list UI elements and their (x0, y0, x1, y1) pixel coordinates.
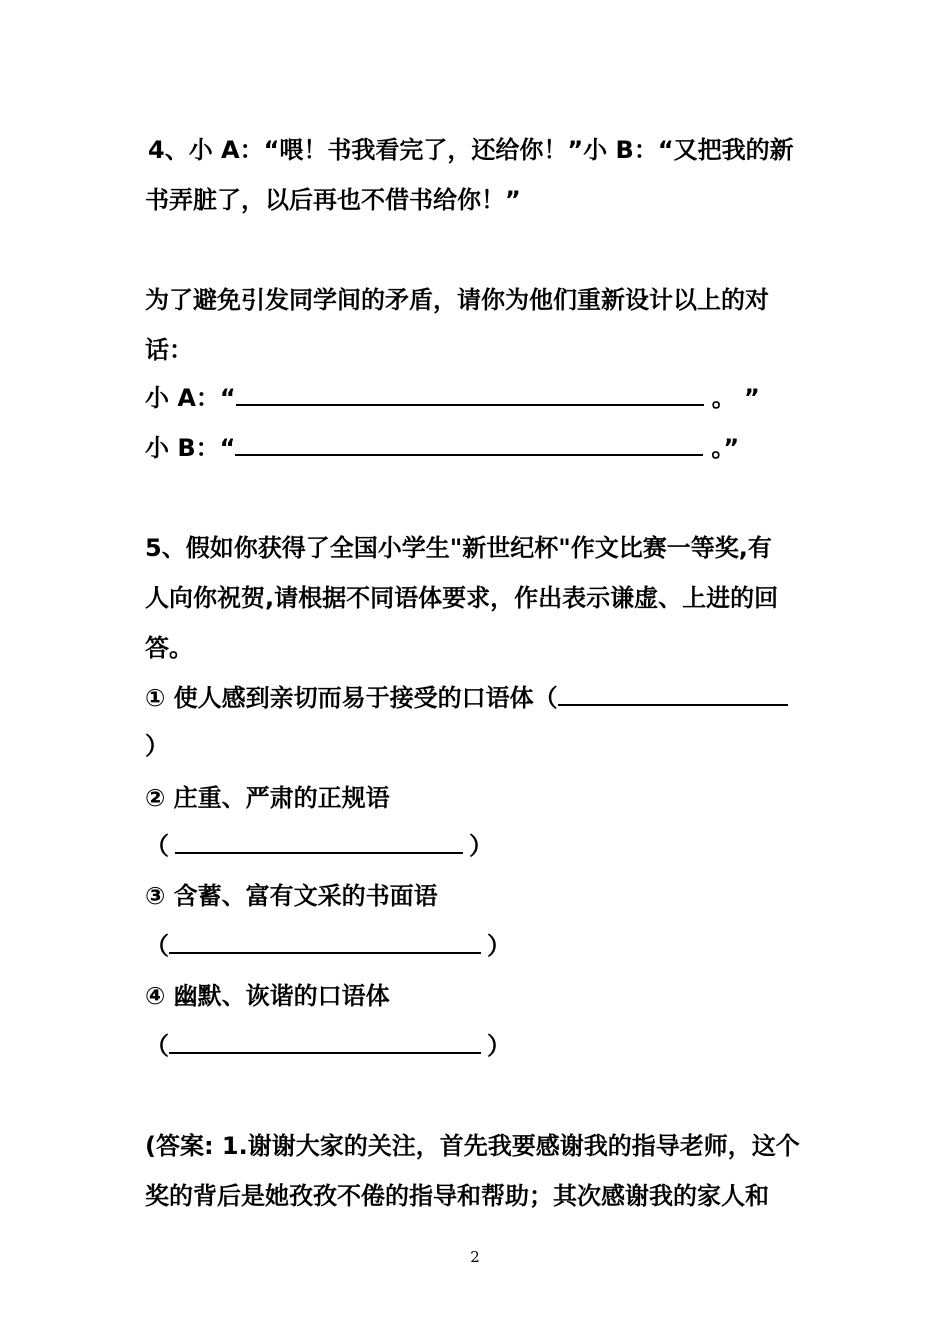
q5-item-1-close: ） (145, 732, 169, 760)
item-4-blank[interactable] (169, 1030, 481, 1054)
item-3-blank[interactable] (169, 930, 481, 954)
item-2-close-paren: ） (469, 832, 493, 860)
q5-item-2: ② 庄重、严肃的正规语 (145, 784, 390, 812)
q4-prompt-line-1: 为了避免引发同学间的矛盾，请你为他们重新设计以上的对 (145, 286, 769, 314)
q5-item-3: ③ 含蓄、富有文采的书面语 (145, 882, 438, 910)
answer-row-a (145, 382, 760, 414)
answer-line-1: (答案: 1.谢谢大家的关注，首先我要感谢我的指导老师，这个 (145, 1132, 800, 1160)
answer-a-blank[interactable] (236, 382, 704, 406)
q4-line-2: 书弄脏了，以后再也不借书给你！” (145, 186, 521, 214)
item-3-close-paren: ） (487, 932, 511, 960)
q5-item-4: ④ 幽默、诙谐的口语体 (145, 982, 390, 1010)
q5-line-1: 5、假如你获得了全国小学生"新世纪杯"作文比赛一等奖,有 (145, 534, 772, 562)
item-3-open-paren: （ (145, 932, 169, 960)
item-2-open-paren: （ (145, 832, 169, 860)
speaker-b-label: 小 B：“ (145, 434, 236, 462)
item-1-blank[interactable] (558, 682, 788, 706)
item-1-label: ① 使人感到亲切而易于接受的口语体（ (145, 684, 558, 712)
page-number: 2 (470, 1248, 480, 1266)
q5-item-2-answer (145, 830, 493, 862)
item-2-blank[interactable] (175, 830, 463, 854)
answer-b-suffix: 。” (711, 434, 740, 462)
item-4-close-paren: ） (487, 1032, 511, 1060)
answer-b-blank[interactable] (235, 432, 703, 456)
speaker-a-label: 小 A：“ (145, 384, 236, 412)
q5-item-1 (145, 682, 788, 714)
q5-item-4-answer (145, 1030, 511, 1062)
q5-item-3-answer (145, 930, 511, 962)
answer-a-suffix: 。 ” (711, 384, 760, 412)
q5-line-2: 人向你祝贺,请根据不同语体要求，作出表示谦虚、上进的回 (145, 584, 779, 612)
q4-prompt-line-2: 话： (145, 336, 193, 364)
q5-line-3: 答。 (145, 634, 193, 662)
answer-row-b (145, 432, 739, 464)
q4-line-1: 4、小 A：“喂！书我看完了，还给你！”小 B：“又把我的新 (148, 136, 794, 164)
item-4-open-paren: （ (145, 1032, 169, 1060)
answer-line-2: 奖的背后是她孜孜不倦的指导和帮助；其次感谢我的家人和 (145, 1182, 769, 1210)
